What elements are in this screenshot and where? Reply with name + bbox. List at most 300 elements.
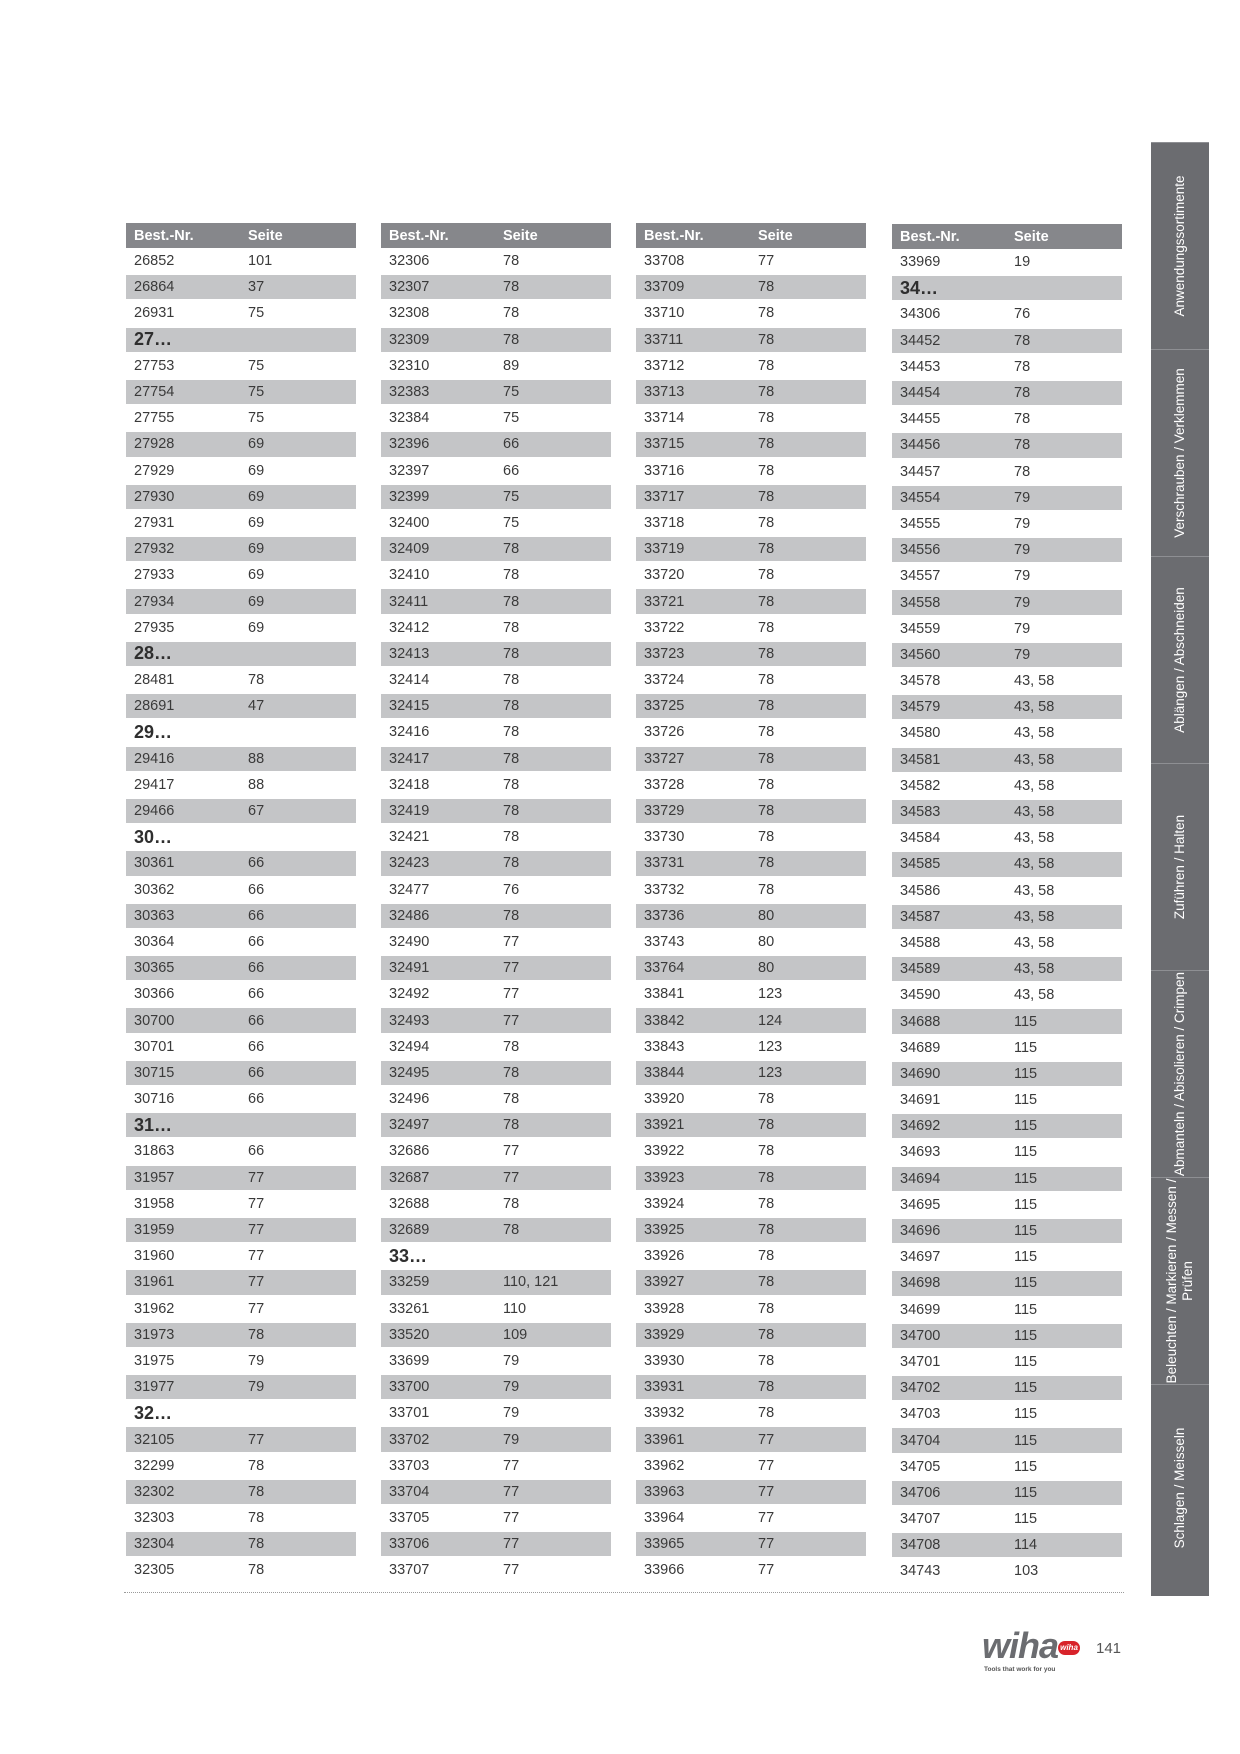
order-number: 28481 [134,672,175,689]
page-reference: 43, 58 [1014,804,1055,821]
table-header [892,224,1122,249]
table-row [381,747,611,771]
order-number: 31962 [134,1300,175,1317]
table-row [381,1375,611,1399]
page-reference: 78 [248,1562,265,1579]
page-reference: 43, 58 [1014,777,1055,794]
order-number: 33844 [644,1064,685,1081]
page-reference: 78 [758,1274,775,1291]
order-number: 32309 [389,331,430,348]
table-row [126,458,356,484]
page-reference: 78 [503,1195,520,1212]
table-row [126,1218,356,1242]
table-row [636,1557,866,1583]
page-reference: 115 [1014,1406,1038,1423]
order-number: 34743 [900,1563,941,1580]
page-reference: 37 [248,279,265,296]
table-row [892,459,1122,485]
order-number: 33926 [644,1248,685,1265]
table-row [381,562,611,588]
order-number: 32477 [389,881,430,898]
sidebar-tab[interactable] [1151,142,1209,348]
table-row [381,485,611,509]
page-reference: 66 [503,462,520,479]
order-number: 34457 [900,463,941,480]
page-reference: 115 [1014,1144,1038,1161]
group-heading: 27… [134,329,173,350]
page-reference: 78 [758,514,775,531]
page-reference: 115 [1014,1065,1038,1082]
page-reference: 67 [248,803,265,820]
order-number: 33925 [644,1222,685,1239]
table-row [636,380,866,404]
order-number: 33261 [389,1300,430,1317]
order-number: 30361 [134,855,175,872]
page-reference: 115 [1014,1458,1038,1475]
page-number: 141 [1096,1640,1122,1657]
table-row [636,824,866,850]
table-row [381,1113,611,1137]
page-reference: 75 [503,514,520,531]
page-reference: 78 [758,1143,775,1160]
order-number: 33841 [644,986,685,1003]
table-row [892,1376,1122,1400]
table-row [892,538,1122,562]
group-heading-row [126,1400,356,1426]
page-reference: 66 [248,1091,265,1108]
table-row [636,1034,866,1060]
order-number: 29417 [134,776,175,793]
page-reference: 78 [248,672,265,689]
sidebar-tab[interactable] [1151,1177,1209,1383]
group-heading-row [126,719,356,745]
table-row [636,667,866,693]
table-row [126,667,356,693]
table-row [381,1061,611,1085]
sidebar-tab-label: Zuführen / Halten [1172,814,1187,920]
order-number: 34583 [900,804,941,821]
sidebar-tab[interactable] [1151,763,1209,969]
order-number: 34688 [900,1013,941,1030]
table-row [381,904,611,928]
page-reference: 75 [503,410,520,427]
table-row [892,354,1122,380]
page-reference: 115 [1014,1484,1038,1501]
page-reference: 77 [758,1510,775,1527]
order-number: 34589 [900,961,941,978]
table-row [381,667,611,693]
order-number: 34578 [900,673,941,690]
page-reference: 78 [758,645,775,662]
table-row [126,537,356,561]
page-reference: 78 [503,1064,520,1081]
order-number: 27932 [134,541,175,558]
page-reference: 43, 58 [1014,934,1055,951]
page-reference: 79 [1014,620,1031,637]
sidebar-tab-label: Verschrauben / Verklemmen [1172,368,1187,538]
order-number: 27931 [134,514,175,531]
page-reference: 78 [503,619,520,636]
table-row [892,1009,1122,1033]
order-number: 27929 [134,462,175,479]
page-reference: 77 [758,1562,775,1579]
table-row [381,275,611,299]
page-reference: 78 [1014,437,1031,454]
table-row [126,1166,356,1190]
table-row [636,1008,866,1032]
page-reference: 78 [758,1352,775,1369]
page-reference: 78 [758,488,775,505]
page-reference: 75 [248,305,265,322]
order-number: 32105 [134,1431,175,1448]
group-heading: 30… [134,826,173,847]
page-reference: 115 [1014,1353,1038,1370]
page-reference: 78 [503,1222,520,1239]
table-header [636,223,866,248]
table-column-3 [636,223,866,1584]
page-reference: 110 [503,1300,527,1317]
page-reference: 66 [248,1038,265,1055]
page-reference: 43, 58 [1014,751,1055,768]
page-reference: 114 [1014,1537,1038,1554]
page-reference: 43, 58 [1014,673,1055,690]
order-number: 31958 [134,1195,175,1212]
sidebar-tab[interactable] [1151,349,1209,555]
page-reference: 79 [248,1352,265,1369]
order-number: 33718 [644,514,685,531]
table-row [126,772,356,798]
page-reference: 79 [1014,515,1031,532]
order-number: 31961 [134,1274,175,1291]
order-number: 26931 [134,305,175,322]
page-reference: 77 [248,1195,265,1212]
page-reference: 78 [758,410,775,427]
table-row [381,1191,611,1217]
page-reference: 77 [503,1169,520,1186]
table-row [636,1323,866,1347]
page-reference: 66 [248,1012,265,1029]
dotted-divider [124,1592,1124,1593]
page-reference: 78 [758,436,775,453]
page-reference: 78 [248,1536,265,1553]
order-number: 32412 [389,619,430,636]
table-row [892,800,1122,824]
header-order-number: Best.-Nr. [900,228,960,245]
header-order-number: Best.-Nr. [644,227,704,244]
table-row [892,1167,1122,1191]
order-number: 33712 [644,357,685,374]
page-reference: 78 [503,279,520,296]
page-reference: 115 [1014,1223,1038,1240]
table-row [636,694,866,718]
page-reference: 78 [503,803,520,820]
table-row [381,1218,611,1242]
group-heading: 34… [900,277,939,298]
sidebar-tab[interactable] [1151,1384,1209,1596]
order-number: 34555 [900,515,941,532]
order-number: 34701 [900,1353,941,1370]
page-reference: 89 [503,357,520,374]
page-reference: 78 [503,1117,520,1134]
page-reference: 80 [758,907,775,924]
page-reference: 79 [1014,489,1031,506]
page-reference: 78 [758,1326,775,1343]
order-number: 32411 [389,593,429,610]
table-row [126,904,356,928]
table-row [381,1532,611,1556]
order-number: 34693 [900,1144,941,1161]
page-reference: 78 [1014,385,1031,402]
page-reference: 115 [1014,1118,1038,1135]
order-number: 32686 [389,1143,430,1160]
order-number: 33843 [644,1038,685,1055]
page-reference: 66 [248,986,265,1003]
page-reference: 78 [1014,463,1031,480]
table-row [381,615,611,641]
table-row [126,510,356,536]
table-row [381,1400,611,1426]
table-row [892,486,1122,510]
order-number: 30364 [134,933,175,950]
page-reference: 69 [248,462,265,479]
table-row [381,1138,611,1164]
table-row [892,1219,1122,1243]
table-row [126,1191,356,1217]
order-number: 32397 [389,462,430,479]
table-row [126,1270,356,1294]
order-number: 32303 [134,1510,175,1527]
page-reference: 88 [248,750,265,767]
order-number: 34700 [900,1327,941,1344]
order-number: 32416 [389,724,430,741]
page-reference: 78 [758,803,775,820]
page-reference: 78 [758,1222,775,1239]
order-number: 33921 [644,1117,685,1134]
page-reference: 78 [503,672,520,689]
table-row [381,642,611,666]
table-row [636,1296,866,1322]
table-row [636,956,866,980]
order-number: 26852 [134,253,175,270]
page-reference: 77 [503,1536,520,1553]
table-row [381,458,611,484]
table-row [636,1532,866,1556]
order-number: 34590 [900,987,941,1004]
table-row [892,249,1122,275]
table-row [126,1323,356,1347]
page-reference: 69 [248,593,265,610]
header-page: Seite [1014,228,1049,245]
order-number: 32421 [389,829,430,846]
page-reference: 69 [248,541,265,558]
order-number: 34557 [900,568,941,585]
table-row [126,615,356,641]
order-number: 34454 [900,385,941,402]
page-reference: 123 [758,986,783,1003]
table-row [636,458,866,484]
table-row [126,1348,356,1374]
page-reference: 78 [503,593,520,610]
page-reference: 77 [248,1169,265,1186]
page-reference: 115 [1014,1170,1038,1187]
page-reference: 78 [1014,332,1031,349]
page-reference: 43, 58 [1014,725,1055,742]
order-number: 33727 [644,750,685,767]
table-row [636,981,866,1007]
page-reference: 123 [758,1038,783,1055]
page-reference: 47 [248,698,265,715]
table-column-2 [381,223,611,1584]
page-reference: 109 [503,1326,528,1343]
page-reference: 66 [248,855,265,872]
group-heading-row [381,1243,611,1269]
table-row [126,1008,356,1032]
page-reference: 78 [758,776,775,793]
order-number: 33732 [644,881,685,898]
order-number: 34580 [900,725,941,742]
table-row [892,1558,1122,1584]
order-number: 33711 [644,331,684,348]
page-reference: 78 [758,1248,775,1265]
order-number: 32493 [389,1012,430,1029]
order-number: 34698 [900,1275,941,1292]
page-reference: 79 [1014,594,1031,611]
group-heading: 31… [134,1114,173,1135]
table-row [126,1505,356,1531]
table-row [126,405,356,431]
table-header [381,223,611,248]
page-reference: 66 [248,907,265,924]
page-reference: 115 [1014,1327,1038,1344]
order-number: 34581 [900,751,941,768]
page-reference: 77 [503,986,520,1003]
page-reference: 78 [503,567,520,584]
table-row [126,1034,356,1060]
table-row [892,905,1122,929]
page-reference: 78 [248,1326,265,1343]
table-row [636,537,866,561]
order-number: 27930 [134,488,175,505]
table-row [381,956,611,980]
order-number: 28691 [134,698,175,715]
table-row [126,1557,356,1583]
order-number: 34586 [900,882,941,899]
order-number: 27755 [134,410,175,427]
order-number: 34558 [900,594,941,611]
page-reference: 43, 58 [1014,961,1055,978]
table-row [381,877,611,903]
table-row [126,432,356,456]
page-reference: 78 [758,750,775,767]
table-column-1 [126,223,356,1584]
order-number: 32304 [134,1536,175,1553]
page-reference: 78 [758,279,775,296]
page-reference: 66 [248,1143,265,1160]
page-reference: 75 [503,384,520,401]
order-number: 33722 [644,619,685,636]
order-number: 32688 [389,1195,430,1212]
page-reference: 80 [758,960,775,977]
order-number: 33927 [644,1274,685,1291]
order-number: 34706 [900,1484,941,1501]
table-row [381,1008,611,1032]
order-number: 34704 [900,1432,941,1449]
table-row [381,353,611,379]
order-number: 29466 [134,803,175,820]
table-row [636,1270,866,1294]
order-number: 32486 [389,907,430,924]
page-reference: 78 [503,855,520,872]
sidebar-tab[interactable] [1151,970,1209,1176]
page-reference: 75 [248,357,265,374]
order-number: 33708 [644,253,685,270]
table-row [126,981,356,1007]
table-row [892,825,1122,851]
page-reference: 77 [248,1222,265,1239]
wiha-logo [982,1625,1092,1676]
page-reference: 75 [503,488,520,505]
table-row [892,643,1122,667]
table-row [892,1324,1122,1348]
page-reference: 77 [758,1457,775,1474]
page-reference: 69 [248,514,265,531]
order-number: 33923 [644,1169,685,1186]
order-number: 31975 [134,1352,175,1369]
order-number: 31973 [134,1326,175,1343]
table-row [636,747,866,771]
order-number: 31957 [134,1169,175,1186]
page-reference: 79 [503,1405,520,1422]
page-reference: 78 [503,750,520,767]
sidebar-tab-label: Beleuchten / Markieren / Messen / Prüfen [1164,1178,1195,1384]
sidebar-tab[interactable] [1151,556,1209,762]
group-heading: 28… [134,643,173,664]
table-row [892,433,1122,457]
order-number: 33259 [389,1274,430,1291]
table-row [636,485,866,509]
page-reference: 19 [1014,254,1031,271]
order-number: 33705 [389,1510,430,1527]
order-number: 33700 [389,1379,430,1396]
page-reference: 78 [503,305,520,322]
table-row [892,957,1122,981]
order-number: 32299 [134,1457,175,1474]
table-row [381,380,611,404]
page-reference: 78 [503,776,520,793]
page-reference: 77 [758,1536,775,1553]
page-reference: 78 [503,907,520,924]
table-row [636,1427,866,1451]
table-row [381,1427,611,1451]
page-reference: 78 [758,541,775,558]
table-row [381,432,611,456]
table-row [126,799,356,823]
page-reference: 79 [1014,542,1031,559]
page-reference: 78 [503,1091,520,1108]
order-number: 34702 [900,1380,941,1397]
table-row [892,668,1122,694]
page-reference: 78 [758,829,775,846]
group-heading: 33… [389,1245,428,1266]
order-number: 34559 [900,620,941,637]
table-row [381,1296,611,1322]
page-reference: 78 [758,855,775,872]
order-number: 32310 [389,357,430,374]
page-reference: 69 [248,619,265,636]
table-row [892,1114,1122,1138]
page-reference: 77 [758,253,775,270]
page-reference: 77 [758,1431,775,1448]
